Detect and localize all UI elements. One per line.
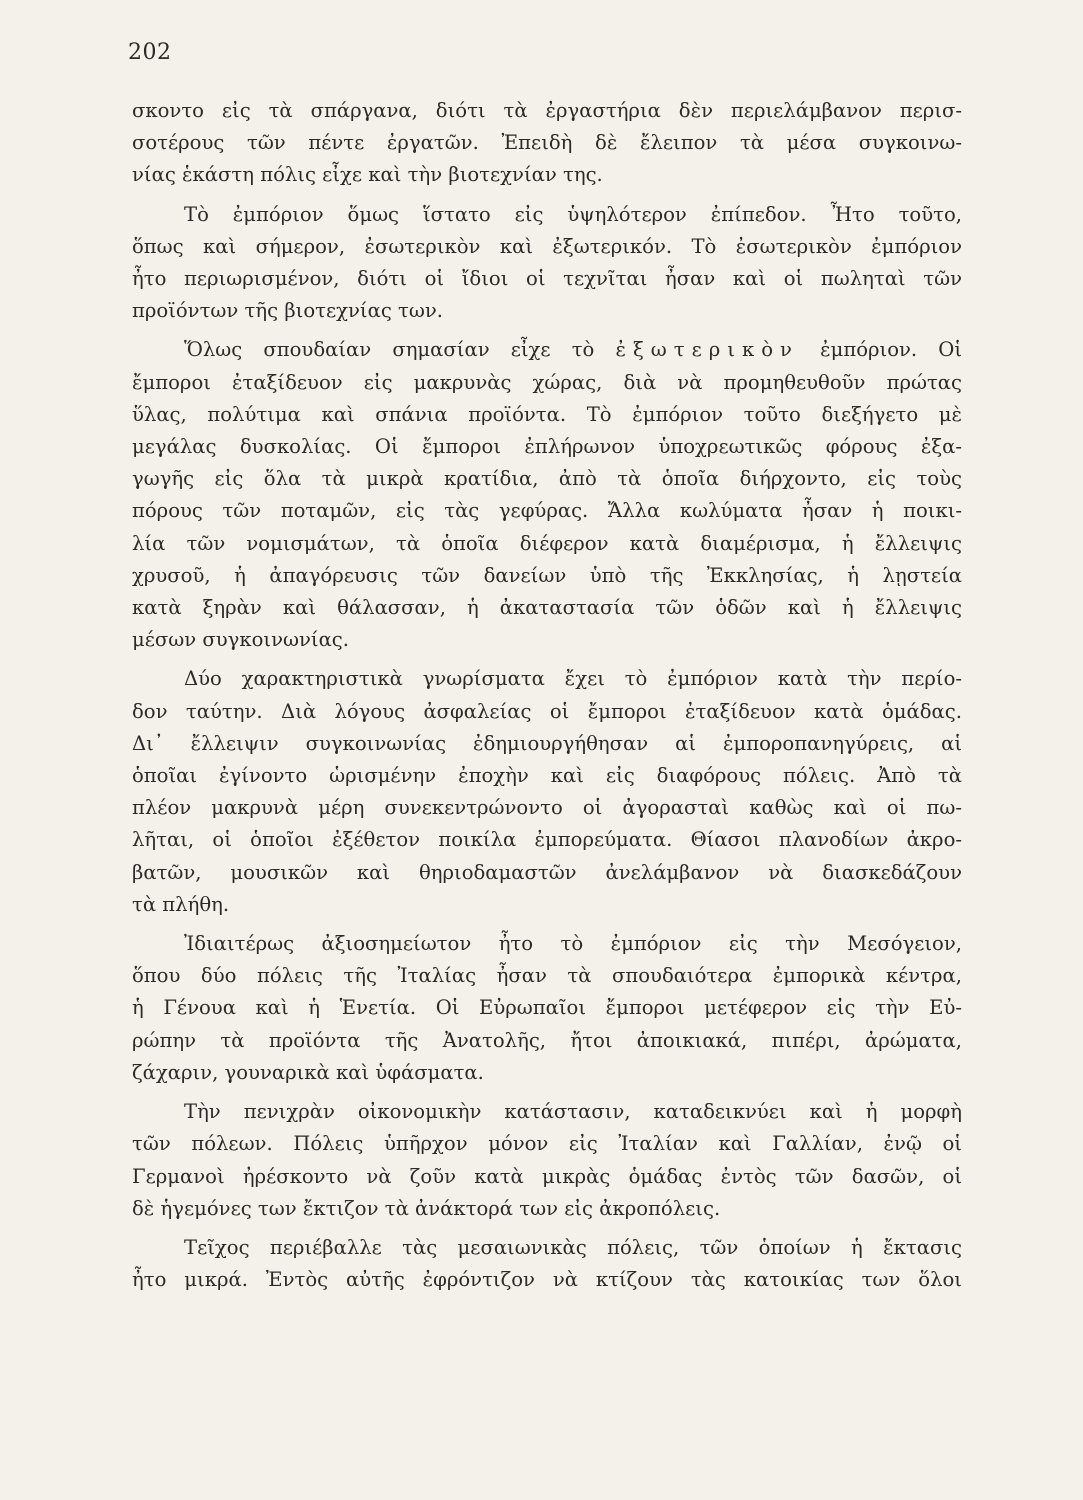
text-line: σοτέρους τῶν πέντε ἐργατῶν. Ἐπειδὴ δὲ ἔλειπον τὰ μέσα συγκοινω- [132, 131, 962, 155]
body-text [132, 95, 962, 1296]
text-line: Δι᾿ ἔλλειψιν συγκοινωνίας ἐδημιουργήθησαν αἱ ἐμποροπανηγύρεις, αἱ [132, 731, 962, 755]
text-line: σκοντο εἰς τὰ σπάργανα, διότι τὰ ἐργαστήρια δὲν περιελάμβανον περισ- [132, 99, 962, 122]
paragraph [132, 199, 962, 328]
text-line: δὲ ἡγεμόνες των ἔκτιζον τὰ ἀνάκτορά των εἰς ἀκροπόλεις. [132, 1196, 721, 1220]
text-line: πόρους τῶν ποταμῶν, εἰς τὰς γεφύρας. Ἄλλα κωλύματα ἦσαν ἡ ποικι- [132, 499, 962, 523]
text-line: βατῶν, μουσικῶν καὶ θηριοδαμαστῶν ἀνελάμβανον νὰ διασκεδάζουν [132, 860, 962, 884]
page-number: 202 [128, 40, 172, 65]
text-fragment: Ὅλως σπουδαίαν σημασίαν εἶχε τὸ [184, 338, 595, 362]
text-line: προϊόντων τῆς βιοτεχνίας των. [132, 299, 443, 323]
text-line: Ἰδιαιτέρως ἀξιοσημείωτον ἦτο τὸ ἐμπόριον εἰς τὴν Μεσόγειον, [184, 932, 962, 956]
text-line [132, 334, 962, 366]
text-line: ὅπως καὶ σήμερον, ἐσωτερικὸν καὶ ἐξωτερικόν. Τὸ ἐσωτερικὸν ἐμπόριον [132, 234, 962, 258]
text-line: ρώπην τὰ προϊόντα τῆς Ἀνατολῆς, ἤτοι ἀποικιακά, πιπέρι, ἀρώματα, [132, 1028, 962, 1052]
text-line: δον ταύτην. Διὰ λόγους ἀσφαλείας οἱ ἔμποροι ἐταξίδευον κατὰ ὁμάδας. [132, 699, 962, 723]
text-line: ὕλας, πολύτιμα καὶ σπάνια προϊόντα. Τὸ ἐμπόριον τοῦτο διεξήγετο μὲ [132, 402, 962, 426]
text-line: κατὰ ξηρὰν καὶ θάλασσαν, ἡ ἀκαταστασία τῶν ὁδῶν καὶ ἡ ἔλλειψις [132, 596, 962, 620]
text-line: ἦτο περιωρισμένον, διότι οἱ ἴδιοι οἱ τεχνῖται ἦσαν καὶ οἱ πωληταὶ τῶν [132, 267, 962, 291]
paragraph [132, 1232, 962, 1296]
text-line: γωγῆς εἰς ὅλα τὰ μικρὰ κρατίδια, ἀπὸ τὰ ὁποῖα διήρχοντο, εἰς τοὺς [132, 467, 962, 491]
paragraph [132, 663, 962, 921]
text-line: ὁποῖαι ἐγίνοντο ὡρισμένην ἐποχὴν καὶ εἰς διαφόρους πόλεις. Ἀπὸ τὰ [132, 764, 962, 788]
emphasized-word: ἐξωτερικὸν [615, 338, 799, 362]
text-line: Τὴν πενιχρὰν οἰκονομικὴν κατάστασιν, καταδεικνύει καὶ ἡ μορφὴ [184, 1100, 962, 1124]
paragraph [132, 334, 962, 656]
text-line: ἦτο μικρά. Ἐντὸς αὐτῆς ἐφρόντιζον νὰ κτίζουν τὰς κατοικίας των ὅλοι [132, 1268, 962, 1292]
text-line: τῶν πόλεων. Πόλεις ὑπῆρχον μόνον εἰς Ἰταλίαν καὶ Γαλλίαν, ἐνῷ οἱ [132, 1132, 962, 1156]
text-line: ζάχαριν, γουναρικὰ καὶ ὑφάσματα. [132, 1060, 484, 1084]
text-line: ἡ Γένουα καὶ ἡ Ἑνετία. Οἱ Εὐρωπαῖοι ἔμποροι μετέφερον εἰς τὴν Εὐ- [132, 996, 962, 1020]
text-line: χρυσοῦ, ἡ ἀπαγόρευσις τῶν δανείων ὑπὸ τῆς Ἐκκλησίας, ἡ λῃστεία [132, 563, 962, 587]
text-line: λῆται, οἱ ὁποῖοι ἐξέθετον ποικίλα ἐμπορεύματα. Θίασοι πλανοδίων ἀκρο- [132, 828, 962, 852]
text-line: πλέον μακρυνὰ μέρη συνεκεντρώνοντο οἱ ἀγορασταὶ καθὼς καὶ οἱ πω- [132, 796, 962, 820]
paragraph [132, 95, 962, 192]
text-line: Τεῖχος περιέβαλλε τὰς μεσαιωνικὰς πόλεις, τῶν ὁποίων ἡ ἔκτασις [184, 1235, 962, 1259]
text-line: Δύο χαρακτηριστικὰ γνωρίσματα ἔχει τὸ ἐμπόριον κατὰ τὴν περίο- [184, 667, 962, 691]
text-line: λία τῶν νομισμάτων, τὰ ὁποῖα διέφερον κατὰ διαμέρισμα, ἡ ἔλλειψις [132, 531, 962, 555]
text-line: ἔμποροι ἐταξίδευον εἰς μακρυνὰς χώρας, διὰ νὰ προμηθευθοῦν πρώτας [132, 370, 962, 394]
text-line: Τὸ ἐμπόριον ὅμως ἵστατο εἰς ὑψηλότερον ἐπίπεδον. Ἦτο τοῦτο, [184, 202, 962, 226]
text-line: τὰ πλήθη. [132, 892, 230, 916]
text-line: μέσων συγκοινωνίας. [132, 628, 350, 652]
text-fragment: ἐμπόριον. Οἱ [820, 338, 963, 362]
text-line: μεγάλας δυσκολίας. Οἱ ἔμποροι ἐπλήρωνον ὑποχρεωτικῶς φόρους ἐξα- [132, 435, 962, 459]
paragraph [132, 1096, 962, 1225]
text-line: ὅπου δύο πόλεις τῆς Ἰταλίας ἦσαν τὰ σπουδαιότερα ἐμπορικὰ κέντρα, [132, 964, 962, 988]
paragraph [132, 928, 962, 1089]
text-line: Γερμανοὶ ἠρέσκοντο νὰ ζοῦν κατὰ μικρὰς ὁμάδας ἐντὸς τῶν δασῶν, οἱ [132, 1164, 962, 1188]
text-line: νίας ἑκάστη πόλις εἶχε καὶ τὴν βιοτεχνίαν της. [132, 163, 603, 187]
